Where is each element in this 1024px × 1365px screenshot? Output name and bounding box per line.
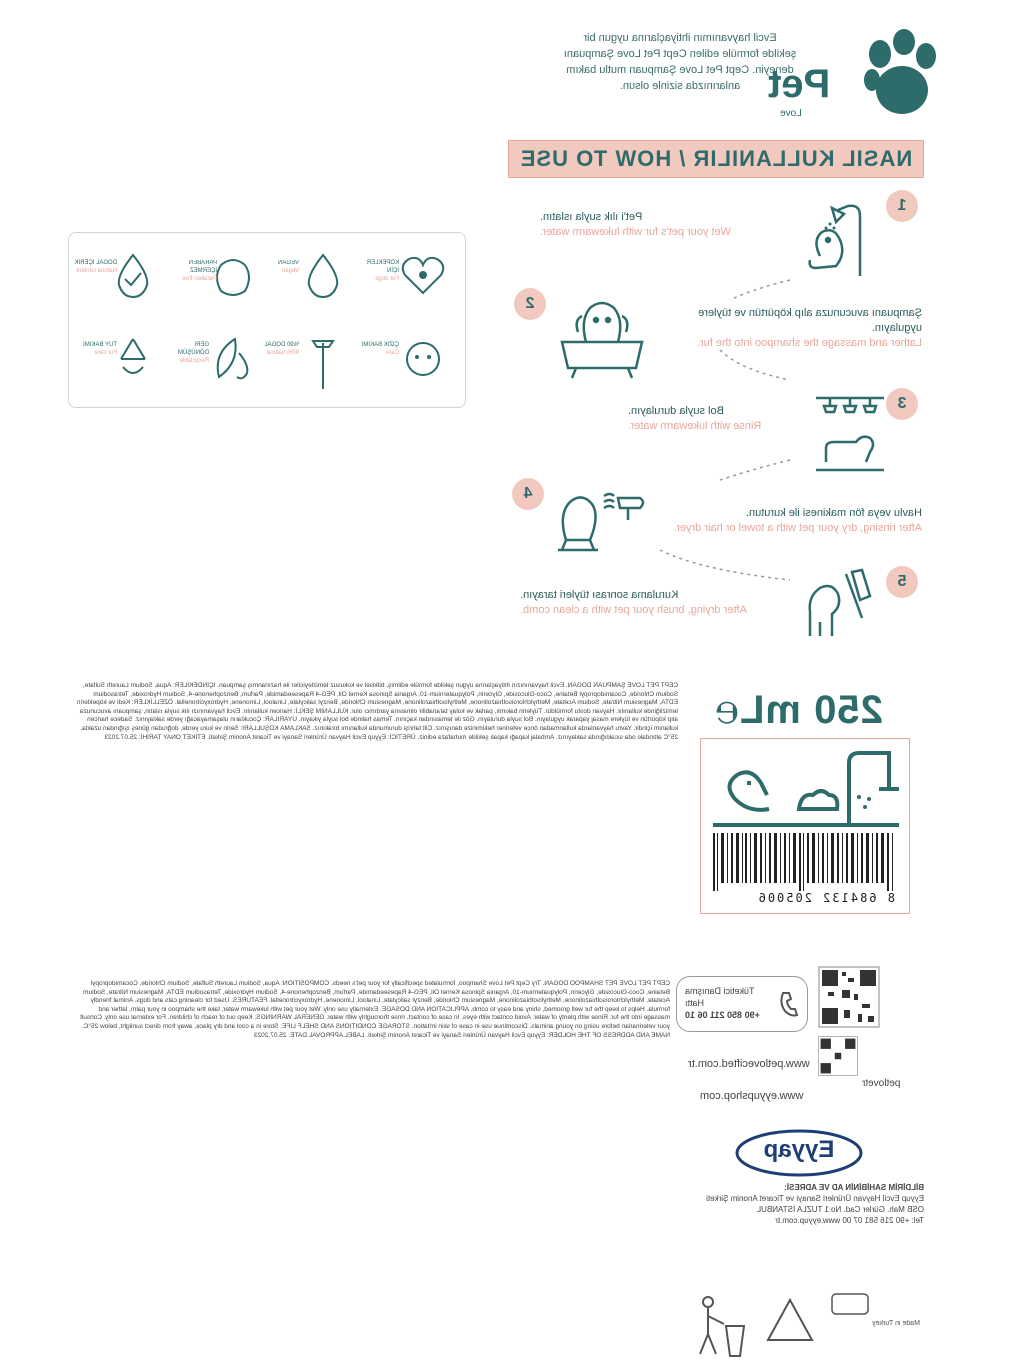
- howto-title: NASIL KULLANILIR / HOW TO USE: [519, 146, 913, 171]
- recycling-icons: [690, 1290, 920, 1360]
- step-connectors: [640, 270, 800, 600]
- intro-line: Evcil hayvanımın ihtiyaçlarına uygun bir: [583, 32, 777, 44]
- intro-line: anlarınızda sizinle olsun.: [619, 80, 741, 92]
- heart-paw-icon: [399, 251, 447, 299]
- phone-number: +90 850 211 06 10: [685, 1010, 760, 1020]
- step-number: 5: [886, 566, 918, 598]
- person-bin-icon: [690, 1294, 750, 1360]
- shop-link[interactable]: www.eyyupshop.com: [700, 1090, 804, 1102]
- leaf-drop-icon: [209, 333, 257, 381]
- step-tr: Şampuanı avucunuza alıp köpürtün ve tüylere uygulayın.: [698, 307, 922, 334]
- feature-en: For dogs: [375, 276, 399, 282]
- producer-line: OSB Mah. Gürler Cad. No:1 TUZLA İSTANBUL: [756, 1205, 924, 1214]
- dog-bath-illustration-icon: [709, 749, 903, 829]
- feature-en: Recyclable: [179, 358, 209, 364]
- step-en: After rinsing, dry your pet with a towel or hair dryer.: [673, 522, 922, 534]
- feature-en: 90% natural: [266, 350, 299, 356]
- phone-box: [676, 976, 808, 1032]
- feature-tr: GERİ DÖNÜŞÜM: [178, 342, 209, 356]
- feature-en: Fur care: [94, 350, 117, 356]
- hdpe-icon: [830, 1290, 870, 1320]
- english-label-text: CEPT PET LOVE PET SHAMPOO DOĞAN. Try Cept Pet Love Shampoo, formulated specifically for your pet's needs. COMPOSITION: Aqua, Sodium Laureth Sulfate, Sodium Chloride, Cocamidopropyl Betaine, Coco-Glucoside, Glycerin, Polyquaternium-10, Argania Spinosa Kernel Oil, PEG-4 Rapeseedamide, Parfum, Benzophenone-4, Sodium Hydroxide, Tetrasodium EDTA, Magnesium Nitrate, Sodium Acetate, Methylchloroisothiazolinone, Methylisothiazolinone, Magnesium Chloride, Benzyl salicylate, Linalool, Limonene, Hydroxycitronellal. FEATURES: Used for cleaning cats and dogs. Animal friendly formula. Helps to keep the fur well groomed, shiny and easy to comb. APPLICATION AND DOSAGE: Externally use only. Wet your pet with lukewarm water, take the shampoo in your palm, lather and massage into the fur. Rinse with plenty of water. Avoid contact with eyes. In case of contact, rinse thoroughly with water. GENERAL WARNINGS: Keep out of reach of children. For external use only. Consult your veterinarian before using on young animals. Discontinue use in case of skin irritation. STORAGE CONDITIONS AND SHELF LIFE: Store in a cool and dry place, away from direct sunlight, below 25°C. NAME AND ADDRESS OF THE HOLDER: Eyyup Evcil Hayvan Ürünleri Sanayi ve Ticaret Anonim Şirketi. LABEL APPROVAL DATE: 25.07.2023: [80, 980, 670, 1039]
- feature-tr: KÖPEKLER İÇİN: [366, 260, 399, 274]
- producer-line: Tel: +90 216 581 07 00 www.eyyup.com.tr: [775, 1216, 924, 1225]
- dog-dryer-icon: [548, 480, 648, 560]
- poodle-icon: [399, 333, 447, 381]
- feature-tr: TÜY BAKIMI: [83, 342, 117, 348]
- pet-love-logo: [768, 28, 940, 128]
- barcode-box: [700, 738, 910, 914]
- recycle-triangle-icon: [760, 1294, 820, 1354]
- feature-item: [264, 333, 389, 393]
- shower-head-icon: [299, 333, 347, 393]
- volume-label: 250 mL℮: [714, 688, 883, 732]
- qr-code-icon: [818, 966, 880, 1028]
- intro-line: şekilde formüle edilen Cept Pet Love Şampuanı: [563, 48, 797, 60]
- features-panel: [68, 232, 466, 408]
- dog-bath-icon: [556, 290, 648, 382]
- step-en: Rinse with lukewarm water.: [628, 420, 762, 432]
- step-1-text: [540, 210, 770, 240]
- step-en: After drying, brush your pet with a clean comb.: [520, 604, 747, 616]
- instagram-handle[interactable]: petlovetr: [862, 1078, 901, 1089]
- producer-line: Eyyup Evcil Hayvan Ürünleri Sanayi ve Ticaret Anonim Şirketi: [706, 1194, 924, 1203]
- howto-banner: [508, 140, 924, 178]
- feature-item: [74, 251, 199, 311]
- drop-percent-icon: [299, 251, 347, 299]
- feature-tr: DOĞAL İÇERİK: [74, 260, 117, 266]
- feature-item: [366, 251, 489, 311]
- step-tr: Kurulama sonrası tüyleri tarayın.: [520, 589, 679, 601]
- phone-label: Tüketici Danışma Hattı: [685, 986, 755, 1008]
- feature-tr: %90 DOĞAL: [264, 342, 299, 348]
- feature-tr: PARABEN İÇERMEZ: [188, 260, 217, 274]
- dog-rinse-icon: [812, 392, 888, 476]
- feature-tr: ÇİZİK BAKIMI: [361, 342, 399, 348]
- feature-item: [277, 251, 389, 311]
- barcode-icon: [711, 833, 901, 891]
- brand-name: Pet: [768, 62, 831, 106]
- website-link[interactable]: www.petlovecifted.com.tr: [688, 1058, 810, 1070]
- step-tr: Pet'i ılık suyla ıslatın.: [540, 211, 643, 223]
- eyyup-logo: [734, 1128, 864, 1178]
- turkish-label-text: CEPT PET LOVE ŞAMPUAN DOĞAN. Evcil hayvanınızın ihtiyaçlarına uygun şekilde formüle edilmiş, bitkisel ve kokusuz temizleyiciler ile hazırlanmış şampuan. İÇİNDEKİLER: Aqua, Sodium Laureth Sulfate, Sodium Chloride, Cocamidopropyl Betaine, Coco-Glucoside, Glycerin, Polyquaternium-10, Argania Spinosa Kernel Oil, PEG-4 Rapeseedamide, Parfum, Benzophenone-4, Sodium Hydroxide, Tetrasodium EDTA, Magnesium Nitrate, Sodium Acetate, Methylchloroisothiazolinone, Methylisothiazolinone, Magnesium Chloride, Benzyl salicylate, Linalool, Limonene, Hydroxycitronellal. ÖZELLİKLER: Kedi ve köpeklerin temizliğinde kullanılır. Hayvan dostu formüldür. Tüylerin bakımlı, parlak ve kolay taranabilir olmasına yardımcı olur. KULLANIM ŞEKLİ: Haricen kullanılır. Evcil hayvanınızı ılık suyla ıslatın, şampuanı avucunuza alıp köpürtün ve tüylere masaj yaparak uygulayın. Bol suyla durulayın. Göz ile temasından kaçının. Temas halinde bol suyla yıkayın. UYARILAR: Çocukların ulaşamayacağı yerde saklayınız. Sadece haricen kullanım içindir. Yavru hayvanlarda kullanmadan önce veteriner hekiminize danışınız. Cilt tahrişi durumunda kullanımı bırakınız. SAKLAMA KOŞULLARI: Serin ve kuru yerde, doğrudan güneş ışığından uzakta, 25°C altındaki oda sıcaklığında saklayınız. Ambalaj kapağı kapalı şekilde muhafaza ediniz. ÜRETİCİ: Eyyup Evcil Hayvan Ürünleri Sanayi ve Ticaret Anonim Şirketi. ETİKET ONAY TARİHİ: 25.07.2023: [76, 682, 678, 741]
- step-tr: Havlu veya fön makinesi ile kurutun.: [745, 507, 922, 519]
- paw-icon: [830, 28, 940, 128]
- step-number: 1: [886, 190, 918, 222]
- eyyup-logo-text: Eyyap: [763, 1136, 835, 1163]
- brand-sub: Love: [780, 108, 802, 119]
- step-number: 3: [886, 388, 918, 420]
- step-en: Lather and massage the shampoo into the fur.: [697, 337, 922, 349]
- feature-en: Vegan: [281, 268, 299, 274]
- feature-en: Natural content: [76, 268, 117, 274]
- dog-brush-icon: [800, 566, 872, 642]
- step-tr: Bol suyla durulayın.: [628, 405, 724, 417]
- feature-en: Care: [385, 350, 399, 356]
- step-number: 4: [512, 478, 544, 510]
- feature-tr: VEGAN: [277, 260, 299, 266]
- step-en: Wet your pet's fur with lukewarm water.: [540, 226, 731, 238]
- producer-title: BİLDİRİM SAHİBİNİN AD VE ADRESİ:: [784, 1183, 924, 1192]
- feature-item: [83, 333, 199, 393]
- feature-en: Paraben free: [182, 276, 217, 282]
- feature-item: [361, 333, 489, 393]
- producer-info: [676, 1182, 924, 1226]
- phone-icon: [777, 989, 801, 1019]
- intro-line: deneyin. Cept Pet Love Şampuan mutlu bakım: [566, 64, 794, 76]
- barcode-digits: 8 684132 205006: [756, 891, 895, 905]
- made-in-label: Made in Turkey: [872, 1320, 920, 1327]
- dog-shower-icon: [800, 196, 880, 280]
- step-number: 2: [514, 288, 546, 320]
- feature-item: [182, 251, 299, 311]
- feature-item: [178, 333, 299, 393]
- qr-code-icon: [818, 1036, 858, 1076]
